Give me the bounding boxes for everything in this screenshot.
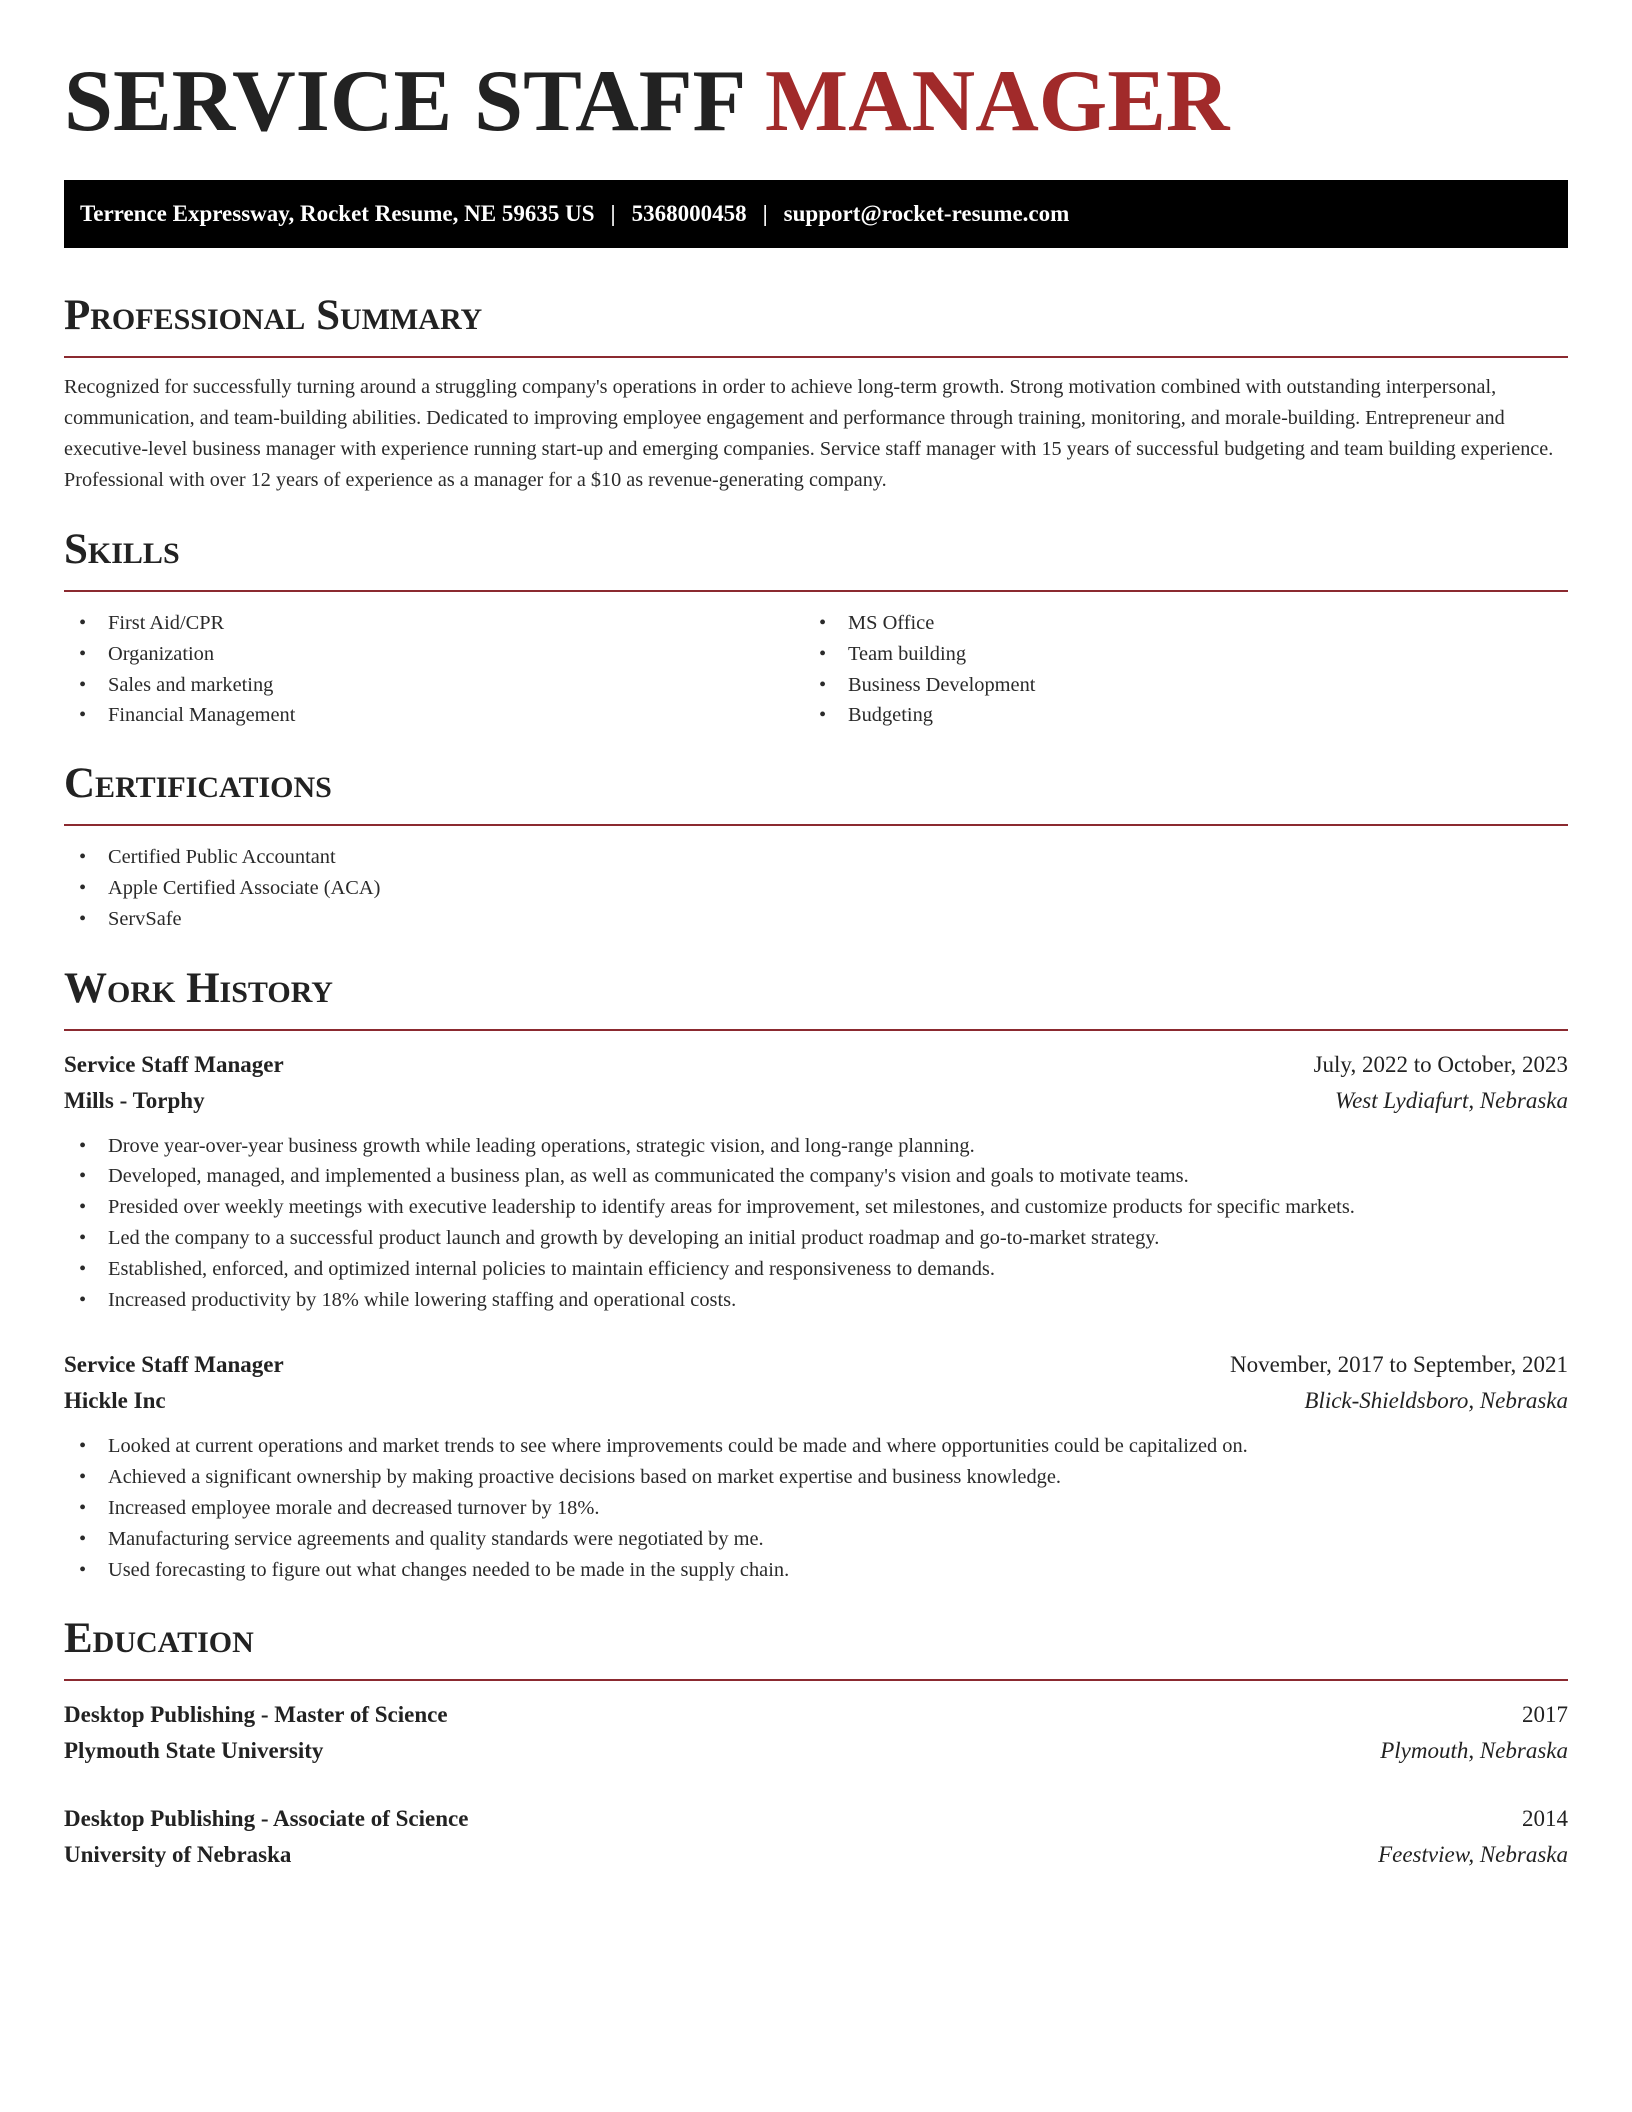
- section-divider: [64, 1679, 1568, 1681]
- job-bullet: • Manufacturing service agreements and quality standards were negotiated by me.: [64, 1524, 1568, 1555]
- skill-item: • First Aid/CPR: [64, 608, 804, 639]
- job-location: Blick-Shieldsboro, Nebraska: [1304, 1388, 1568, 1414]
- skill-item: • Business Development: [804, 670, 1544, 701]
- job-dates: July, 2022 to October, 2023: [1313, 1051, 1568, 1077]
- certifications-heading: Certifications: [64, 760, 332, 808]
- skills-list-right: [804, 608, 1544, 731]
- education-heading: Education: [64, 1615, 254, 1663]
- education-entry: [64, 1801, 1568, 1873]
- certifications-list: [64, 842, 1568, 934]
- skill-item: • Budgeting: [804, 700, 1544, 731]
- job-header-row: [64, 1047, 1568, 1083]
- certification-item: • ServSafe: [64, 904, 1568, 935]
- contact-separator: |: [762, 201, 768, 226]
- job-bullet: • Achieved a significant ownership by making proactive decisions based on market expertise and business knowledge.: [64, 1462, 1568, 1493]
- skills-column-left: [64, 608, 804, 731]
- title-accent: MANAGER: [765, 53, 1230, 150]
- job-bullet: • Established, enforced, and optimized internal policies to maintain efficiency and responsiveness to demands.: [64, 1254, 1568, 1285]
- job-bullet: • Led the company to a successful product launch and growth by developing an initial product roadmap and go-to-market strategy.: [64, 1223, 1568, 1254]
- job-bullet: • Presided over weekly meetings with executive leadership to identify areas for improvement, set milestones, and customize products for specific markets.: [64, 1192, 1568, 1223]
- job-bullet: • Developed, managed, and implemented a business plan, as well as communicated the company's vision and goals to motivate teams.: [64, 1161, 1568, 1192]
- certifications-section: [64, 758, 1568, 934]
- job-title: Service Staff Manager: [64, 1051, 284, 1077]
- job-dates: November, 2017 to September, 2021: [1230, 1352, 1568, 1378]
- skill-item: • Organization: [64, 639, 804, 670]
- contact-phone: 5368000458: [631, 201, 747, 226]
- job-bullet: • Drove year-over-year business growth while leading operations, strategic vision, and long-range planning.: [64, 1131, 1568, 1162]
- education-school: University of Nebraska: [64, 1842, 292, 1868]
- education-location: Feestview, Nebraska: [1378, 1842, 1568, 1868]
- skills-column-right: [804, 608, 1544, 731]
- skills-list-left: [64, 608, 804, 731]
- contact-address: Terrence Expressway, Rocket Resume, NE 59635 US: [80, 201, 595, 226]
- job-bullets: [64, 1131, 1568, 1316]
- job-entry: [64, 1047, 1568, 1316]
- job-company-row: [64, 1083, 1568, 1119]
- skills-grid: [64, 608, 1568, 731]
- skill-item: • MS Office: [804, 608, 1544, 639]
- education-degree: Desktop Publishing - Master of Science: [64, 1702, 448, 1728]
- contact-email: support@rocket-resume.com: [783, 201, 1070, 226]
- summary-text: Recognized for successfully turning around a struggling company's operations in order to achieve long-term growth. Strong motivation combined with outstanding interpersonal, communication, and team-building abilities. Dedicated to improving employee engagement and performance through training, monitoring, and morale-building. Entrepreneur and executive-level business manager with experience running start-up and emerging companies. Service staff manager with 15 years of successful budgeting and team building experience. Professional with over 12 years of experience as a manager for a $10 as revenue-generating company.: [64, 376, 1554, 491]
- skill-item: • Financial Management: [64, 700, 804, 731]
- job-bullets: [64, 1431, 1568, 1585]
- education-degree-row: [64, 1801, 1568, 1837]
- job-title: Service Staff Manager: [64, 1352, 284, 1378]
- job-company-row: [64, 1383, 1568, 1419]
- skills-section: [64, 524, 1568, 731]
- skill-item: • Sales and marketing: [64, 670, 804, 701]
- section-divider: [64, 356, 1568, 358]
- job-bullet: • Increased employee morale and decreased turnover by 18%.: [64, 1493, 1568, 1524]
- job-bullet: • Looked at current operations and market trends to see where improvements could be made and where opportunities could be capitalized on.: [64, 1431, 1568, 1462]
- page-title: [64, 52, 1568, 152]
- section-divider: [64, 824, 1568, 826]
- education-entry: [64, 1697, 1568, 1769]
- title-main: SERVICE STAFF: [64, 53, 744, 150]
- education-school-row: [64, 1733, 1568, 1769]
- work-history-section: [64, 963, 1568, 1586]
- skills-heading: Skills: [64, 526, 180, 573]
- education-location: Plymouth, Nebraska: [1380, 1738, 1568, 1764]
- certification-item: • Apple Certified Associate (ACA): [64, 873, 1568, 904]
- job-entry: [64, 1347, 1568, 1585]
- education-year: 2014: [1522, 1806, 1568, 1832]
- education-degree: Desktop Publishing - Associate of Science: [64, 1806, 469, 1832]
- certification-item: • Certified Public Accountant: [64, 842, 1568, 873]
- job-company: Mills - Torphy: [64, 1087, 205, 1113]
- job-bullet: • Used forecasting to figure out what changes needed to be made in the supply chain.: [64, 1555, 1568, 1586]
- work-history-heading: Work History: [64, 964, 333, 1012]
- section-divider: [64, 590, 1568, 592]
- summary-heading: Professional Summary: [64, 292, 483, 339]
- education-degree-row: [64, 1697, 1568, 1733]
- education-year: 2017: [1522, 1702, 1568, 1728]
- section-divider: [64, 1029, 1568, 1031]
- contact-separator: |: [610, 201, 616, 226]
- education-school-row: [64, 1837, 1568, 1873]
- summary-section: [64, 290, 1568, 496]
- job-location: West Lydiafurt, Nebraska: [1335, 1087, 1568, 1113]
- job-header-row: [64, 1347, 1568, 1383]
- education-section: [64, 1613, 1568, 1873]
- contact-bar: [64, 180, 1568, 248]
- skill-item: • Team building: [804, 639, 1544, 670]
- job-bullet: • Increased productivity by 18% while lowering staffing and operational costs.: [64, 1285, 1568, 1316]
- education-school: Plymouth State University: [64, 1738, 324, 1764]
- job-company: Hickle Inc: [64, 1388, 166, 1414]
